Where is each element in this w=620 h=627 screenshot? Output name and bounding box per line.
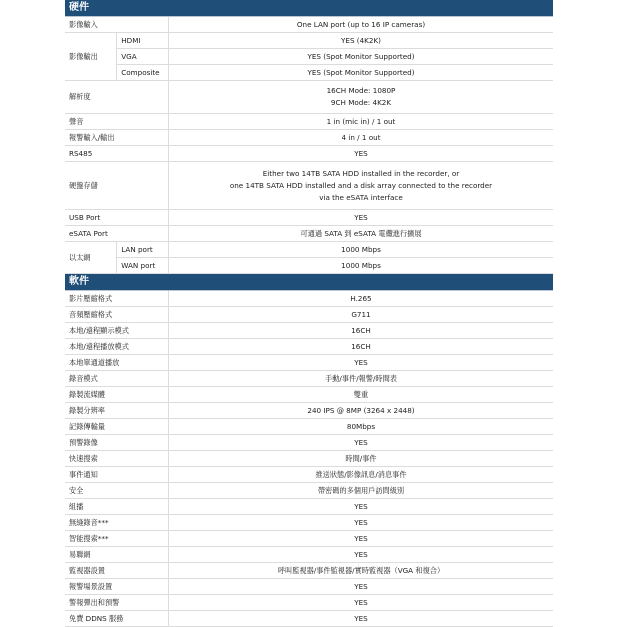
row-label: 影像輸出 — [65, 33, 117, 81]
table-row — [65, 451, 553, 467]
row-value: YES (Spot Monitor Supported) — [169, 65, 554, 81]
row-value — [169, 81, 554, 114]
value-line: Either two 14TB SATA HDD installed in the recorder, or — [262, 168, 460, 178]
table-row — [65, 114, 553, 130]
row-value: 可通過 SATA 到 eSATA 電纜進行擴展 — [169, 226, 554, 242]
row-label: 本地/遠程顯示模式 — [65, 323, 169, 339]
table-row — [65, 355, 553, 371]
table-row — [65, 339, 553, 355]
row-value: YES (4K2K) — [169, 33, 554, 49]
row-value: YES — [169, 595, 554, 611]
table-row — [65, 371, 553, 387]
row-label: USB Port — [65, 210, 169, 226]
row-value: YES — [169, 435, 554, 451]
row-label: 免費 DDNS 服務 — [65, 611, 169, 627]
row-value: YES — [169, 579, 554, 595]
row-label: 錄音模式 — [65, 371, 169, 387]
row-value: YES — [169, 355, 554, 371]
row-label: 警報彈出和預警 — [65, 595, 169, 611]
row-label: 記錄傳輸量 — [65, 419, 169, 435]
table-row — [65, 323, 553, 339]
table-row — [65, 547, 553, 563]
row-value: 帶密碼的多個用戶訪問級別 — [169, 483, 554, 499]
table-row — [65, 563, 553, 579]
row-label: 智能搜索*** — [65, 531, 169, 547]
row-label: 事件通知 — [65, 467, 169, 483]
row-label: 音頻壓縮格式 — [65, 307, 169, 323]
software-spec-table — [65, 291, 553, 627]
table-row — [65, 146, 553, 162]
row-label: 硬盤存儲 — [65, 162, 169, 210]
section-header-hardware: 硬件 — [65, 0, 553, 17]
table-row — [65, 49, 553, 65]
row-value: YES — [169, 547, 554, 563]
table-row — [65, 579, 553, 595]
table-row — [65, 531, 553, 547]
row-value: YES — [169, 210, 554, 226]
row-value: 4 in / 1 out — [169, 130, 554, 146]
table-row — [65, 499, 553, 515]
row-value: YES — [169, 531, 554, 547]
hardware-spec-table — [65, 17, 553, 274]
table-row — [65, 435, 553, 451]
value-line: one 14TB SATA HDD installed and a disk array connected to the recorder — [229, 180, 493, 190]
row-value: 雙重 — [169, 387, 554, 403]
table-row — [65, 467, 553, 483]
row-label: 影像輸入 — [65, 17, 169, 33]
row-sublabel: VGA — [117, 49, 169, 65]
table-row — [65, 515, 553, 531]
table-row — [65, 242, 553, 258]
row-label: 以太網 — [65, 242, 117, 274]
row-label: 快速搜索 — [65, 451, 169, 467]
value-line: via the eSATA interface — [319, 192, 403, 202]
row-label: 本地/遠程播放模式 — [65, 339, 169, 355]
row-value: YES (Spot Monitor Supported) — [169, 49, 554, 65]
row-label: 報警輸入/輸出 — [65, 130, 169, 146]
table-row — [65, 611, 553, 627]
row-label: 影片壓縮格式 — [65, 291, 169, 307]
table-row — [65, 162, 553, 210]
row-value: YES — [169, 515, 554, 531]
row-label: 本地單通道播放 — [65, 355, 169, 371]
table-row — [65, 130, 553, 146]
row-label: 錄製流媒體 — [65, 387, 169, 403]
row-value: 呼叫監視器/事件監視器/實時監視器（VGA 和復合） — [169, 563, 554, 579]
row-value: 16CH — [169, 323, 554, 339]
table-row — [65, 33, 553, 49]
value-line: 9CH Mode: 4K2K — [330, 98, 392, 107]
table-row — [65, 17, 553, 33]
row-label: 預警錄像 — [65, 435, 169, 451]
row-value: YES — [169, 146, 554, 162]
table-row — [65, 258, 553, 274]
table-row — [65, 483, 553, 499]
row-label: eSATA Port — [65, 226, 169, 242]
table-row — [65, 307, 553, 323]
row-value: G711 — [169, 307, 554, 323]
row-label: 無縫錄音*** — [65, 515, 169, 531]
section-header-software: 軟件 — [65, 274, 553, 291]
row-value: 1000 Mbps — [169, 242, 554, 258]
row-value: YES — [169, 499, 554, 515]
row-value: 手動/事件/報警/時間表 — [169, 371, 554, 387]
row-value: 16CH — [169, 339, 554, 355]
row-label: 組播 — [65, 499, 169, 515]
row-label: 易聯網 — [65, 547, 169, 563]
row-value: 1 in (mic in) / 1 out — [169, 114, 554, 130]
row-value: 240 IPS @ 8MP (3264 x 2448) — [169, 403, 554, 419]
value-line: 16CH Mode: 1080P — [326, 86, 396, 95]
row-value: H.265 — [169, 291, 554, 307]
table-row — [65, 291, 553, 307]
table-row — [65, 419, 553, 435]
row-value: 推送狀態/影像訊息/消息事件 — [169, 467, 554, 483]
row-label: 安全 — [65, 483, 169, 499]
row-sublabel: Composite — [117, 65, 169, 81]
row-label: 解析度 — [65, 81, 169, 114]
table-row — [65, 226, 553, 242]
row-label: 錄製分辨率 — [65, 403, 169, 419]
row-label: 監視器設置 — [65, 563, 169, 579]
table-row — [65, 81, 553, 114]
table-row — [65, 210, 553, 226]
row-value: One LAN port (up to 16 IP cameras) — [169, 17, 554, 33]
row-sublabel: HDMI — [117, 33, 169, 49]
row-label: RS485 — [65, 146, 169, 162]
table-row — [65, 403, 553, 419]
row-label: 聲音 — [65, 114, 169, 130]
table-row — [65, 387, 553, 403]
row-sublabel: LAN port — [117, 242, 169, 258]
table-row — [65, 65, 553, 81]
row-value: 80Mbps — [169, 419, 554, 435]
row-sublabel: WAN port — [117, 258, 169, 274]
row-value — [169, 162, 554, 210]
row-value: YES — [169, 611, 554, 627]
table-row — [65, 595, 553, 611]
row-value: 1000 Mbps — [169, 258, 554, 274]
row-label: 報警場景設置 — [65, 579, 169, 595]
row-value: 時間/事件 — [169, 451, 554, 467]
spec-sheet — [65, 0, 553, 627]
